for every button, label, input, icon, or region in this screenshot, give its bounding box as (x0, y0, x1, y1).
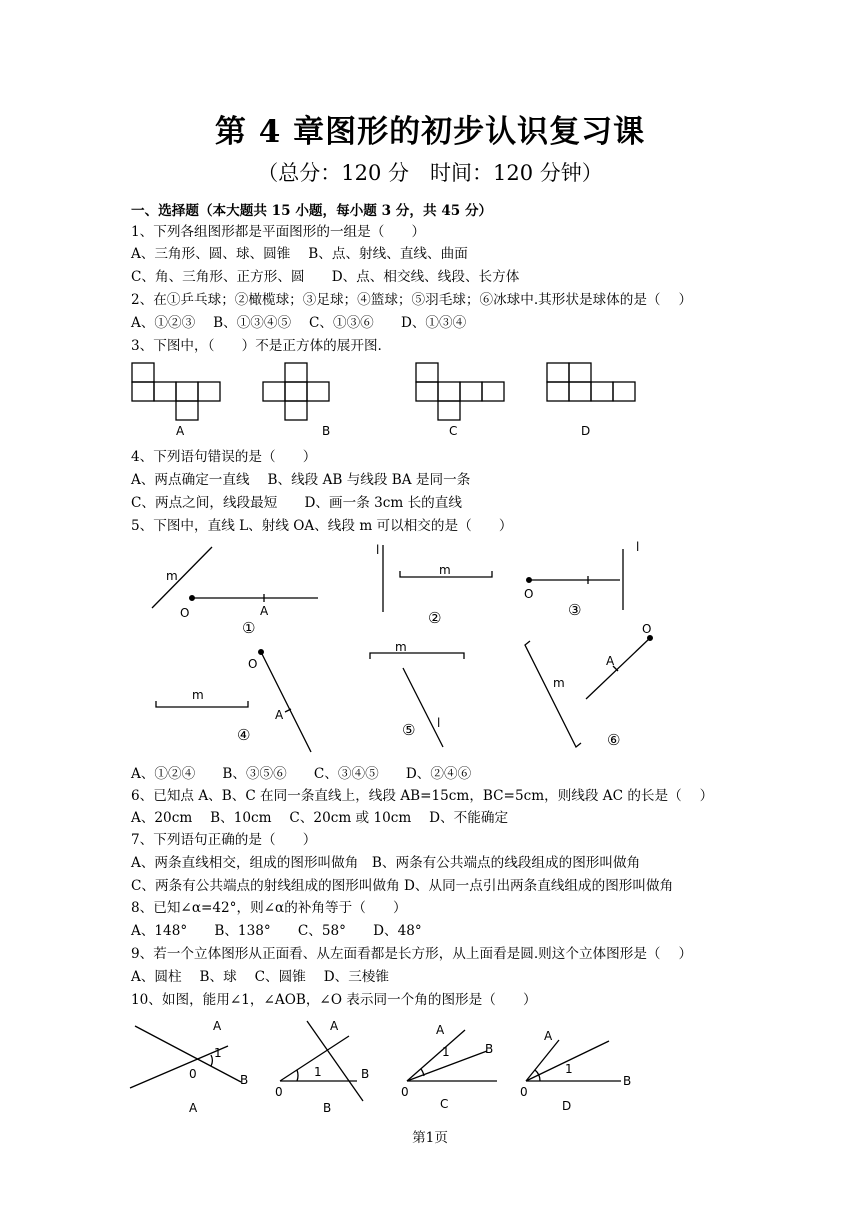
svg-text:③: ③ (568, 601, 582, 619)
q6-stem: 6、已知点 A、B、C 在同一条直线上，线段 AB=15cm，BC=5cm，则线段 AC 的长是（ ） (131, 788, 714, 804)
net-a (132, 363, 220, 420)
q10-diagram-d (520, 1029, 631, 1113)
svg-text:D: D (562, 1099, 572, 1113)
svg-text:m: m (395, 640, 407, 654)
q6-options: A、20cm B、10cm C、20cm 或 10cm D、不能确定 (131, 810, 509, 826)
net-b (263, 363, 329, 420)
svg-text:A: A (275, 708, 284, 722)
q5-options: A、①②④ B、③⑤⑥ C、③④⑤ D、②④⑥ (131, 766, 472, 782)
svg-text:⑤: ⑤ (402, 721, 416, 739)
page-number: 第1页 (412, 1130, 448, 1146)
svg-text:0: 0 (401, 1085, 409, 1099)
q8-stem: 8、已知∠α=42°，则∠α的补角等于（ ） (131, 900, 407, 916)
q5-diagram-4 (156, 650, 311, 753)
svg-text:m: m (439, 563, 451, 577)
q5-lines-figure (140, 535, 680, 760)
q5-diagram-1 (152, 547, 318, 637)
svg-text:1: 1 (314, 1065, 322, 1079)
svg-text:0: 0 (189, 1067, 197, 1081)
q3-stem: 3、下图中，（ ）不是正方体的展开图. (131, 338, 382, 354)
svg-text:1: 1 (565, 1062, 573, 1076)
q2-options: A、①②③ B、①③④⑤ C、①③⑥ D、①③④ (131, 315, 467, 331)
svg-text:A: A (213, 1019, 222, 1033)
q9-stem: 9、若一个立体图形从正面看、从左面看都是长方形，从上面看是圆.则这个立体图形是（ ） (131, 946, 693, 962)
q7-options-cd: C、两条有公共端点的射线组成的图形叫做角 D、从同一点引出两条直线组成的图形叫做角 (131, 878, 674, 894)
q7-options-ab: A、两条直线相交，组成的图形叫做角 B、两条有公共端点的线段组成的图形叫做角 (131, 855, 641, 871)
q10-angles-figure (125, 1010, 645, 1118)
q10-diagram-c (401, 1023, 497, 1111)
svg-text:C: C (440, 1097, 449, 1111)
svg-text:A: A (260, 604, 269, 618)
q5-diagram-3 (524, 540, 639, 619)
q10-stem: 10、如图，能用∠1，∠AOB，∠O 表示同一个角的图形是（ ） (131, 992, 537, 1008)
q4-options-cd: C、两点之间，线段最短 D、画一条 3cm 长的直线 (131, 495, 462, 511)
svg-text:②: ② (428, 609, 442, 627)
q1-options-cd: C、角、三角形、正方形、圆 D、点、相交线、线段、长方体 (131, 269, 520, 285)
q8-options: A、148° B、138° C、58° D、48° (131, 923, 422, 939)
svg-text:0: 0 (520, 1085, 528, 1099)
q7-stem: 7、下列语句正确的是（ ） (131, 832, 317, 848)
svg-text:①: ① (242, 619, 256, 637)
svg-text:B: B (361, 1067, 370, 1081)
svg-text:O: O (180, 606, 190, 620)
q10-diagram-a (130, 1019, 248, 1115)
svg-text:0: 0 (275, 1085, 283, 1099)
q5-diagram-6 (525, 622, 653, 749)
q5-stem: 5、下图中，直线 L、射线 OA、线段 m 可以相交的是（ ） (131, 518, 513, 534)
net-d (547, 363, 635, 401)
svg-text:l: l (376, 543, 380, 557)
q5-diagram-2 (376, 543, 492, 627)
svg-text:m: m (192, 688, 204, 702)
q10-diagram-b (275, 1019, 369, 1115)
svg-text:m: m (166, 569, 178, 583)
svg-text:B: B (623, 1074, 632, 1088)
svg-text:A: A (606, 654, 615, 668)
svg-text:A: A (189, 1101, 198, 1115)
svg-text:m: m (553, 676, 565, 690)
q2-stem: 2、在①乒乓球；②橄榄球；③足球；④篮球；⑤羽毛球；⑥冰球中.其形状是球体的是（ ） (131, 292, 693, 308)
svg-text:O: O (642, 622, 652, 636)
q4-stem: 4、下列语句错误的是（ ） (131, 449, 317, 465)
svg-text:O: O (524, 587, 534, 601)
page-title: 第 4 章图形的初步认识复习课 (214, 114, 646, 150)
page-subtitle: （总分：120 分 时间：120 分钟） (257, 161, 603, 185)
svg-text:l: l (636, 540, 640, 554)
net-a-label: A (176, 424, 185, 438)
svg-text:l: l (437, 716, 441, 730)
svg-text:⑥: ⑥ (607, 731, 621, 749)
q9-options: A、圆柱 B、球 C、圆锥 D、三棱锥 (131, 969, 389, 985)
q4-options-ab: A、两点确定一直线 B、线段 AB 与线段 BA 是同一条 (131, 472, 471, 488)
svg-text:A: A (544, 1029, 553, 1043)
section-heading: 一、选择题（本大题共 15 小题，每小题 3 分，共 45 分） (131, 203, 493, 219)
q5-diagram-5 (370, 640, 464, 747)
q1-stem: 1、下列各组图形都是平面图形的一组是（ ） (131, 224, 426, 240)
q1-options-ab: A、三角形、圆、球、圆锥 B、点、射线、直线、曲面 (131, 246, 468, 262)
net-b-label: B (322, 424, 331, 438)
svg-text:B: B (240, 1073, 249, 1087)
net-c (416, 363, 504, 420)
net-d-label: D (581, 424, 591, 438)
svg-text:1: 1 (214, 1046, 222, 1060)
svg-text:④: ④ (237, 726, 251, 744)
q3-cube-nets-figure (125, 360, 645, 442)
svg-text:A: A (436, 1023, 445, 1037)
svg-text:B: B (323, 1101, 332, 1115)
svg-text:B: B (485, 1042, 494, 1056)
svg-text:A: A (330, 1019, 339, 1033)
svg-text:O: O (248, 657, 258, 671)
svg-text:1: 1 (442, 1045, 450, 1059)
net-c-label: C (449, 424, 458, 438)
